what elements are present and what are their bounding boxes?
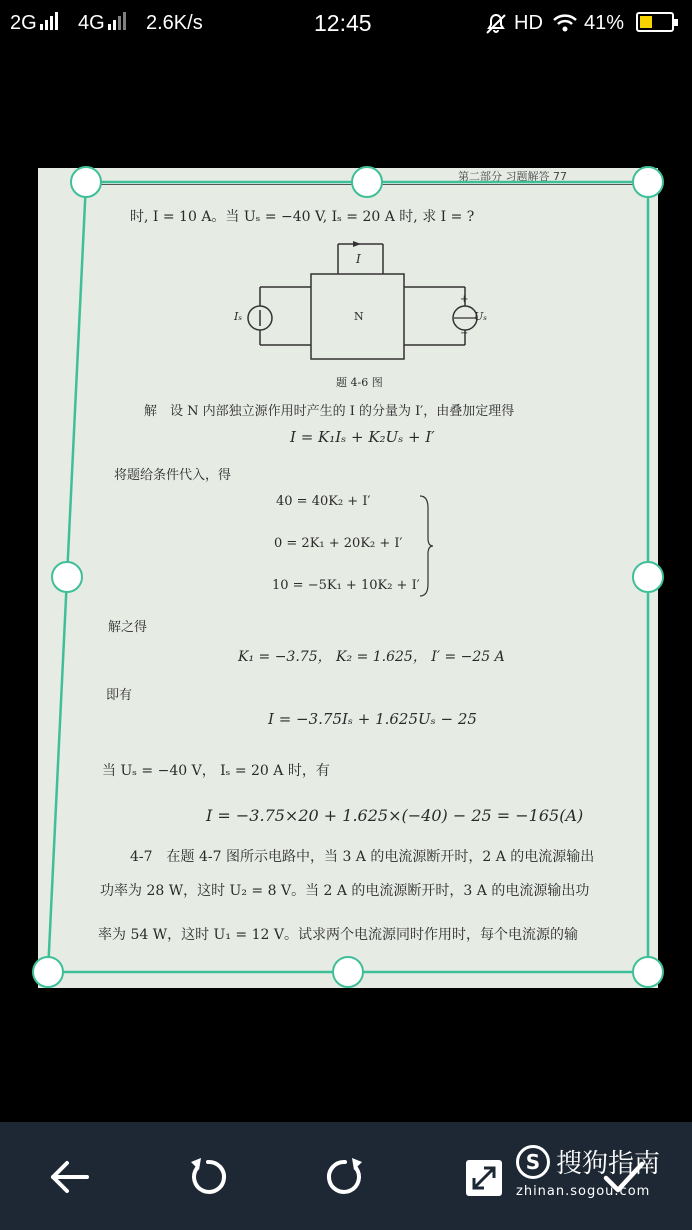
circuit-current-label: I bbox=[356, 252, 361, 266]
captured-photo bbox=[38, 168, 658, 988]
system-equation-3: 10 = −5K₁ + 10K₂ + I′ bbox=[272, 578, 420, 593]
expand-icon bbox=[460, 1152, 510, 1202]
rotate-ccw-icon bbox=[183, 1152, 233, 1202]
crop-handle-middle-right[interactable] bbox=[632, 561, 664, 593]
status-bar bbox=[0, 0, 692, 48]
rotate-left-button[interactable] bbox=[183, 1152, 233, 1202]
network-type-4g: 4G bbox=[78, 12, 105, 34]
crop-handle-middle-left[interactable] bbox=[51, 561, 83, 593]
solution-intro: 解 设 N 内部独立源作用时产生的 I 的分量为 I′，由叠加定理得 bbox=[144, 404, 515, 419]
crop-handle-top-center[interactable] bbox=[351, 166, 383, 198]
mute-icon bbox=[484, 12, 508, 42]
sogou-logo-icon: S bbox=[516, 1145, 550, 1179]
equation-superposition: I = K₁Iₛ + K₂Uₛ + I′ bbox=[290, 428, 435, 446]
sogou-watermark bbox=[516, 1143, 660, 1199]
thus-text: 即有 bbox=[106, 688, 133, 703]
problem-text-line: 时, I = 10 A。当 Uₛ = −40 V, Iₛ = 20 A 时, 求 I = ? bbox=[130, 209, 475, 225]
equation-result: I = −3.75Iₛ + 1.625Uₛ − 25 bbox=[268, 710, 477, 728]
circuit-plus-label: + bbox=[460, 294, 469, 305]
substitute-text: 将题给条件代入，得 bbox=[114, 468, 232, 483]
battery-percent: 41% bbox=[584, 12, 625, 34]
circuit-network-label: N bbox=[354, 310, 364, 323]
circuit-source-right-label: Uₛ bbox=[474, 310, 487, 323]
signal-strength-icon-2 bbox=[108, 12, 126, 30]
rotate-right-button[interactable] bbox=[320, 1152, 370, 1202]
battery-icon bbox=[636, 12, 674, 32]
system-equation-1: 40 = 40K₂ + I′ bbox=[276, 494, 371, 509]
circuit-source-left-label: Iₛ bbox=[234, 310, 243, 323]
solve-text: 解之得 bbox=[108, 620, 148, 635]
back-button[interactable] bbox=[45, 1152, 95, 1202]
arrow-left-icon bbox=[45, 1152, 95, 1202]
problem-4-7-line-3: 率为 54 W，这时 U₁ = 12 V。试求两个电流源同时作用时，每个电流源的输 bbox=[98, 927, 578, 943]
rotate-cw-icon bbox=[320, 1152, 370, 1202]
watermark-logo bbox=[516, 1143, 660, 1180]
crop-handle-bottom-left[interactable] bbox=[32, 956, 64, 988]
crop-handle-bottom-right[interactable] bbox=[632, 956, 664, 988]
watermark-url: zhinan.sogou.com bbox=[516, 1184, 651, 1199]
system-brace bbox=[418, 494, 434, 598]
network-speed: 2.6K/s bbox=[146, 12, 203, 34]
clock: 12:45 bbox=[314, 10, 372, 36]
problem-4-7-line-1: 4-7 在题 4-7 图所示电路中，当 3 A 的电流源断开时，2 A 的电流源输出 bbox=[130, 849, 595, 865]
page-header: 第二部分 习题解答 77 bbox=[458, 170, 567, 183]
network-type-2g: 2G bbox=[10, 12, 37, 34]
solution-values: K₁ = −3.75， K₂ = 1.625， I′ = −25 A bbox=[238, 649, 505, 665]
problem-4-7-line-2: 功率为 28 W，这时 U₂ = 8 V。当 2 A 的电流源断开时，3 A 的电流源输出功 bbox=[100, 883, 590, 899]
crop-handle-top-left[interactable] bbox=[70, 166, 102, 198]
crop-handle-bottom-center[interactable] bbox=[332, 956, 364, 988]
hd-indicator: HD bbox=[514, 12, 543, 34]
signal-strength-icon bbox=[40, 12, 58, 30]
crop-handle-top-right[interactable] bbox=[632, 166, 664, 198]
condition-text: 当 Uₛ = −40 V， Iₛ = 20 A 时，有 bbox=[102, 763, 330, 779]
watermark-brand: 搜狗指南 bbox=[556, 1149, 661, 1179]
figure-caption: 题 4-6 图 bbox=[336, 376, 383, 389]
full-extent-button[interactable] bbox=[460, 1152, 510, 1202]
document-page bbox=[38, 168, 658, 988]
wifi-icon bbox=[552, 12, 578, 40]
equation-final: I = −3.75×20 + 1.625×(−40) − 25 = −165(A) bbox=[206, 806, 584, 825]
system-equation-2: 0 = 2K₁ + 20K₂ + I′ bbox=[274, 536, 403, 551]
circuit-minus-label: − bbox=[460, 328, 469, 339]
